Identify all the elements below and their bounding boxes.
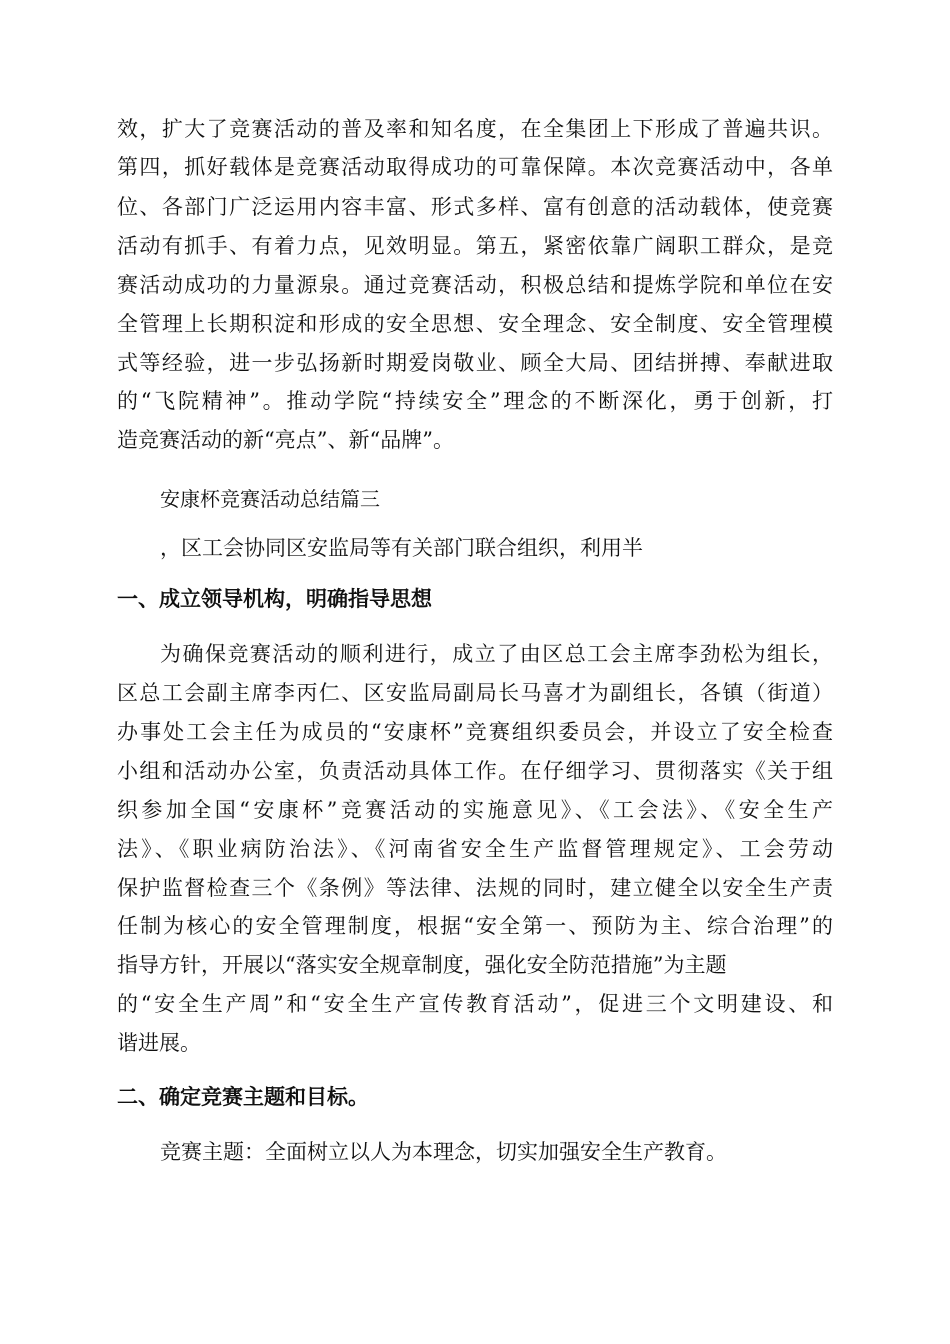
paragraph-2-line: 区总工会副主席李丙仁、区安监局副局长马喜才为副组长，各镇（街道） <box>117 681 833 705</box>
paragraph-1-line: 位、各部门广泛运用内容丰富、形式多样、富有创意的活动载体，使竞赛 <box>117 195 833 219</box>
paragraph-2-line: 谐进展。 <box>117 1031 201 1055</box>
paragraph-2-line: 的“安全生产周”和“安全生产宣传教育活动”，促进三个文明建设、和 <box>117 992 833 1016</box>
paragraph-1-line: 活动有抓手、有着力点，见效明显。第五，紧密依靠广阔职工群众，是竞 <box>117 234 833 258</box>
paragraph-2-line: 法》、《职业病防治法》、《河南省安全生产监督管理规定》、工会劳动 <box>117 837 833 861</box>
paragraph-1-line: 的“飞院精神”。推动学院“持续安全”理念的不断深化，勇于创新，打 <box>117 389 833 413</box>
heading-2: 二、确定竞赛主题和目标。 <box>117 1085 369 1109</box>
paragraph-1-line: 效，扩大了竞赛活动的普及率和知名度，在全集团上下形成了普遍共识。 <box>117 117 833 141</box>
paragraph-1-line: 第四，抓好载体是竞赛活动取得成功的可靠保障。本次竞赛活动中，各单 <box>117 155 833 179</box>
paragraph-1-line: 式等经验，进一步弘扬新时期爱岗敬业、顾全大局、团结拼搏、奉献进取 <box>117 351 833 375</box>
intro-line: ，区工会协同区安监局等有关部门联合组织，利用半 <box>160 536 643 560</box>
paragraph-2-line: 小组和活动办公室，负责活动具体工作。在仔细学习、贯彻落实《关于组 <box>117 759 833 783</box>
paragraph-2-line: 织参加全国“安康杯”竞赛活动的实施意见》、《工会法》、《安全生产 <box>117 798 833 822</box>
paragraph-1-line: 赛活动成功的力量源泉。通过竞赛活动，积极总结和提炼学院和单位在安 <box>117 273 833 297</box>
paragraph-2-line: 指导方针，开展以“落实安全规章制度，强化安全防范措施”为主题 <box>117 953 727 977</box>
paragraph-2-line: 任制为核心的安全管理制度，根据“安全第一、预防为主、综合治理”的 <box>117 914 833 938</box>
paragraph-1-line: 造竞赛活动的新“亮点”、新“品牌”。 <box>117 428 454 452</box>
section-title: 安康杯竞赛活动总结篇三 <box>160 487 380 511</box>
paragraph-2-line: 为确保竞赛活动的顺利进行，成立了由区总工会主席李劲松为组长， <box>160 642 833 666</box>
paragraph-1-line: 全管理上长期积淀和形成的安全思想、安全理念、安全制度、安全管理模 <box>117 312 833 336</box>
paragraph-2-line: 办事处工会主任为成员的“安康杯”竞赛组织委员会，并设立了安全检查 <box>117 720 833 744</box>
theme-line: 竞赛主题：全面树立以人为本理念，切实加强安全生产教育。 <box>160 1140 727 1164</box>
heading-1: 一、成立领导机构，明确指导思想 <box>117 587 432 611</box>
paragraph-2-line: 保护监督检查三个《条例》等法律、法规的同时，建立健全以安全生产责 <box>117 876 833 900</box>
